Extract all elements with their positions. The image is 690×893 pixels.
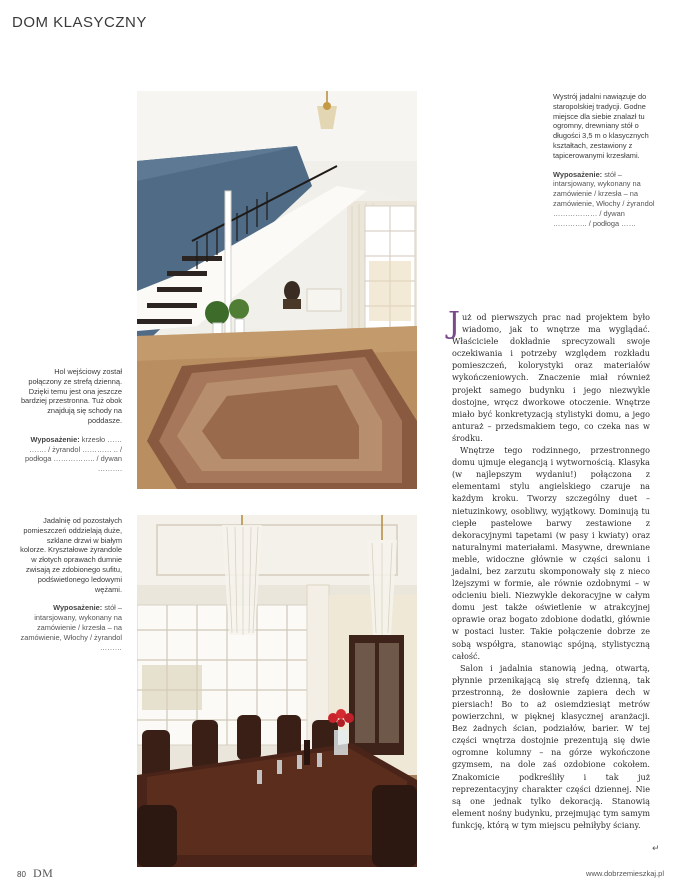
dining-caption-text: Wystrój jadalni nawiązuje do staropolskiej tradycji. Godne miejsce dla siebie znalazł tu ogromny, drewniany stół o długości 3,5 m o klasycznych kształtach, zestawiony z tapicerowanymi krzesłami. (553, 92, 649, 160)
dining-equipment-label: Wyposażenie: (553, 169, 603, 179)
page-number: 80 (17, 870, 26, 879)
hall-equipment-label: Wyposażenie: (30, 434, 80, 444)
hall-staircase-photo (137, 91, 417, 489)
door-equipment-text: stół – intarsjowany, wykonany na zamówienie / krzesła – na zamówienie, Włochy / żyrandol ……… (20, 603, 122, 652)
door-equipment-label: Wyposażenie: (53, 603, 103, 613)
hall-caption (20, 367, 122, 474)
hall-equipment (20, 435, 122, 474)
article-body (448, 306, 650, 831)
article-paragraph-1-text: uż od pierwszych prac nad projektem było wiadomo, jak to wnętrze ma wyglądać. Właściciele dokładnie sprecyzowali swoje oczekiwania i potrzeby względem rozkładu pomieszczeń, kolorystyki oraz materiałów wykończeniowych. Znaczenie miał również projekt samego budynku i jego niezwykle dostojne, wręcz dworkowe otoczenie. Wnętrze miało być konkretyzacją stylistyki domu, a jego anturaż – przedsmakiem tego, co czeka nas w środku. (452, 312, 650, 443)
drop-cap: J (448, 306, 461, 341)
magazine-logo: DM (33, 866, 54, 880)
dining-equipment (553, 170, 659, 229)
hall-caption-text: Hol wejściowy został połączony ze strefą dzienną. Dzięki temu jest ona jeszcze bardziej przestronna. Tuż obok znajdują się schody na poddasze. (20, 367, 122, 425)
dining-room-photo (137, 515, 417, 867)
article-paragraph-1 (448, 306, 650, 444)
hall-equipment-text: krzesło …… ……. / żyrandol ………… .. / podłoga …………….. / dywan ………. (25, 434, 122, 474)
article-paragraph-3: Salon i jadalnia stanowią jedną, otwartą, płynnie przenikającą się strefę dzienną, tak przestronną, że dosłownie zapiera dech w piersiach! Bo to aż osiemdziesiąt metrów powierzchni, w pięknej klasycznej aranżacji. Bez żadnych ścian, podziałów, barier. W tej części wnętrza dostojnie prezentują się dwie ogromne kolumny – na górze wykończone gzymsem, na dole zaś ozdobione cokołem. Znakomicie podkreśliły i tak już reprezentacyjny charakter części dziennej. Nie są one jednak tylko dekoracją. Stanowią element nośny budynku, przejmując tym samym funkcję, którą w tym miejscu pełniłyby ściany. (452, 662, 650, 830)
door-equipment (20, 603, 122, 652)
end-of-article-icon: ↵ (652, 844, 660, 854)
section-title: DOM KLASYCZNY (12, 14, 147, 31)
dining-caption (553, 92, 659, 228)
website-url: www.dobrzemieszkaj.pl (586, 869, 664, 878)
door-caption-text: Jadalnię od pozostałych pomieszczeń oddzielają duże, szklane drzwi w białym kolorze. Kryształowe żyrandole w złotych oprawach dumnie zwisają ze zdobionego sufitu, podświetlonego ledowymi wężami. (20, 516, 122, 594)
article-paragraph-2: Wnętrze tego rodzinnego, przestronnego domu ujmuje elegancją i wytwornością. Klasyka (w najlepszym wydaniu!) połączona z elementami stylu angielskiego czaruje na każdym kroku. Tworzy szczególny duet – nietuzinkowy, osobliwy, wyjątkowy. Dominują tu ciepłe pastelowe barwy zestawione z dekoracyjnymi tapetami (w pasy i kwiaty) oraz naturalnymi materiałami. Masywne, drewniane meble, widoczne głównie w części salonu i jadalni, bez zarzutu skomponowały się z nieco lżejszymi w formie, ale równie ozdobnymi – w odcieniu bieli. Niezwykle dekoracyjne w całym domu jest także oświetlenie w atrakcyjnej oprawie oraz bogato zdobione dodatki, głównie w postaci luster. Takie połączenie dobrze ze sobą współgra, stanowiąc spójną, stylistyczną całość. (452, 445, 650, 661)
dining-equipment-text: stół – intarsjowany, wykonany na zamówienie / krzesła – na zamówienie, Włochy / żyrandol ……………… / dywan ………….. / podłoga …… (553, 169, 655, 228)
door-caption (20, 516, 122, 652)
